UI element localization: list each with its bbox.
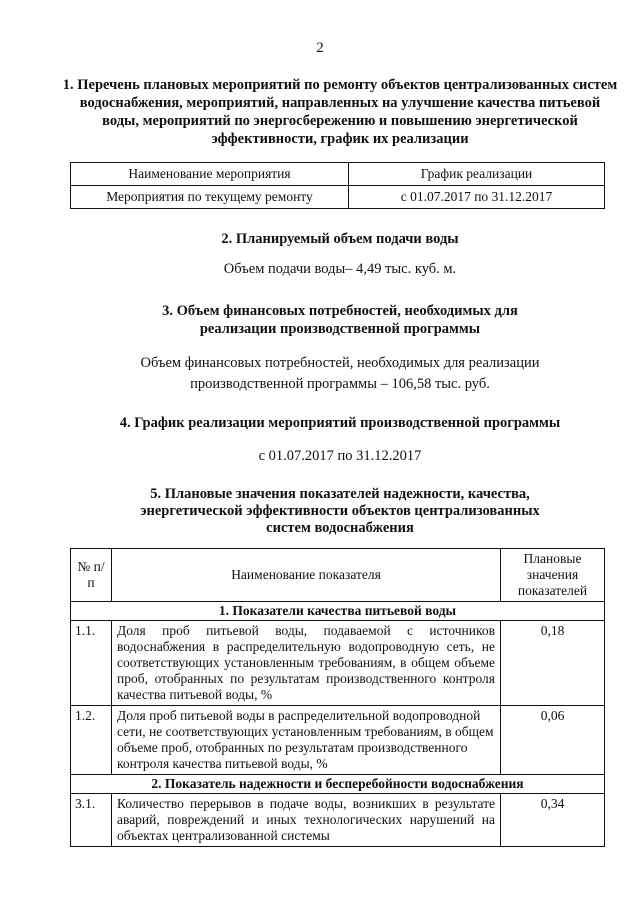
header-measure-name: Наименование мероприятия [71,163,349,186]
section4-text: с 01.07.2017 по 31.12.2017 [258,448,422,464]
table-group-row [71,602,605,621]
measures-table [70,162,605,209]
header-number: № п/п [71,549,112,602]
table-row [71,706,605,775]
cell-measure-name: Мероприятия по текущему ремонту [71,186,349,209]
table-row [71,794,605,847]
header-schedule: График реализации [349,163,605,186]
table-group-row [71,775,605,794]
row-number: 1.2. [71,706,112,775]
section5-title-line1: 5. Плановые значения показателей надежности, качества, [150,486,530,502]
section2-title: 2. Планируемый объем подачи воды [221,231,459,247]
row-indicator-name: Количество перерывов в подаче воды, возникших в результате аварий, повреждений и иных технологических нарушений на объектах централизованной системы [112,794,501,847]
row-indicator-name: Доля проб питьевой воды, подаваемой с источников водоснабжения в распределительную водопроводную сеть, не соответствующих установленным требованиям, в общем объеме проб, отобранных по результатам производственного контроля качества питьевой воды, % [112,621,501,706]
group-reliability-indicators: 2. Показатель надежности и бесперебойности водоснабжения [71,775,605,794]
section3-title-line2: реализации производственной программы [199,321,481,337]
section3-text-line2: производственной программы – 106,58 тыс. руб. [190,376,490,392]
page-number: 2 [316,40,324,56]
row-value: 0,34 [501,794,605,847]
header-planned-value: Плановые значения показателей [501,549,605,602]
header-indicator-name: Наименование показателя [112,549,501,602]
table-row [71,186,605,209]
row-number: 1.1. [71,621,112,706]
section2-text: Объем подачи воды– 4,49 тыс. куб. м. [223,261,457,277]
section5-title-line2: энергетической эффективности объектов централизованных [140,503,540,519]
section4-title: 4. График реализации мероприятий производственной программы [119,415,561,431]
table-header-row [71,163,605,186]
cell-schedule: с 01.07.2017 по 31.12.2017 [349,186,605,209]
row-indicator-name: Доля проб питьевой воды в распределительной водопроводной сети, не соответствующих установленным требованиям, в общем объеме проб, отобранных по результатам производственного контроля качества питьевой воды, % [112,706,501,775]
section5-title-line3: систем водоснабжения [266,520,414,536]
section3-title-line1: 3. Объем финансовых потребностей, необходимых для [162,303,518,319]
row-value: 0,06 [501,706,605,775]
indicators-table [70,548,605,847]
table-row [71,621,605,706]
section1-title: 1. Перечень плановых мероприятий по ремонту объектов централизованных систем водоснабжения, мероприятий, направленных на улучшение качества питьевой воды, мероприятий по энергосбережению и повышению энергетической эффективности, график их реализации [62,77,618,147]
section3-text-line1: Объем финансовых потребностей, необходимых для реализации [140,355,540,371]
group-quality-indicators: 1. Показатели качества питьевой воды [71,602,605,621]
table-header-row [71,549,605,602]
row-number: 3.1. [71,794,112,847]
row-value: 0,18 [501,621,605,706]
